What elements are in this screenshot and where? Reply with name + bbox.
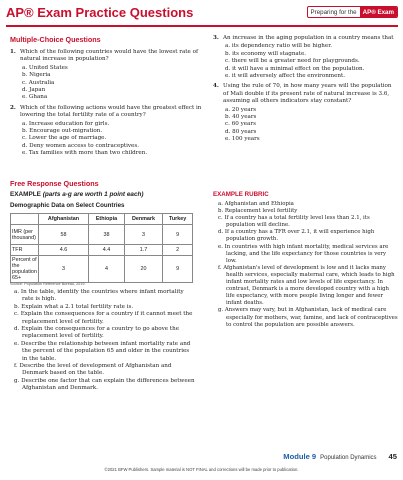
rubric-heading: EXAMPLE RUBRIC [213, 191, 269, 198]
example-points: (parts a-g are worth 1 point each) [42, 191, 144, 198]
rubric-item: f. Afghanistan's level of development is low and it lacks many health services, especially maternal care, which leads to high infant mortality rates and low levels of life expectancy. In contrast, Denmark is a more developed country with a high life expectancy, with more people living longer and fewer infant deaths. [218, 264, 395, 307]
example-label: EXAMPLE [10, 191, 41, 198]
column-header: Denmark [124, 214, 162, 225]
header-rule [6, 25, 398, 27]
question-3 [213, 35, 398, 80]
badge-exam: AP® Exam [360, 7, 397, 17]
rubric-item: c. If a country has a total fertility level less than 2.1, its population will decline. [218, 215, 370, 229]
option: b. 40 years [225, 114, 257, 121]
rubric-item: a. Afghanistan and Ethiopia [218, 201, 294, 207]
table-cell: 9 [163, 225, 193, 245]
option: d. 80 years [225, 128, 257, 135]
option: a. 20 years [225, 106, 257, 113]
option-list [10, 65, 205, 102]
option: b. Encourage out-migration. [22, 128, 103, 135]
mc-right-column [213, 35, 398, 147]
mc-heading: Multiple-Choice Questions [10, 35, 101, 44]
option: c. Australia [22, 79, 55, 86]
option: c. there will be a greater need for playgrounds. [225, 58, 360, 65]
option: a. its dependency ratio will be higher. [225, 43, 333, 50]
question-number: 1. [10, 49, 16, 55]
column-header: Turkey [163, 214, 193, 225]
question-1 [10, 49, 205, 102]
option-list [213, 43, 398, 80]
badge-text: Preparing for the [310, 8, 357, 16]
option: c. 60 years [225, 121, 256, 128]
page-footer [283, 452, 397, 461]
option: c. Lower the age of marriage. [22, 135, 107, 142]
rubric-item: d. If a country has a TFR over 2.1, it will experience high population growth. [218, 229, 375, 243]
question-stem: Which of the following countries would have the lowest rate of natural increase in population? [20, 49, 199, 63]
frq-part: a. In the table, identify the countries where infant mortality rate is high. [14, 289, 184, 303]
option: d. Deny women access to contraceptives. [22, 142, 139, 149]
table-cell: 1.7 [124, 245, 162, 256]
frq-part: c. Explain the consequences for a country if it cannot meet the replacement level of fertility. [14, 311, 193, 325]
frq-part: g. Describe one factor that can explain the differences between Afghanistan and Denmark. [14, 377, 195, 392]
column-header: Ethiopia [89, 214, 125, 225]
table-cell: 58 [38, 225, 88, 245]
module-label: Module 9 [283, 452, 317, 461]
example-heading [10, 191, 144, 198]
table-cell: 4.4 [89, 245, 125, 256]
table-cell: 9 [163, 256, 193, 283]
question-2 [10, 105, 205, 158]
question-stem: Using the rule of 70, in how many years will the population of Mali double if its present rate of natural increase is 3.6, assuming all others indicators stay constant? [223, 83, 392, 105]
question-number: 3. [213, 35, 219, 41]
option: e. Ghana [22, 94, 48, 101]
table-title: Demographic Data on Select Countries [10, 202, 125, 209]
table-header-row [11, 214, 193, 225]
question-stem: An increase in the aging population in a country means that [223, 35, 394, 41]
option: b. its economy will stagnate. [225, 50, 307, 57]
ap-exam-badge [307, 6, 398, 18]
table-cell: 4 [89, 256, 125, 283]
table-row [11, 245, 193, 256]
row-header: TFR [11, 245, 39, 256]
mc-left-column [10, 35, 205, 161]
page-number: 45 [388, 452, 397, 461]
option: e. 100 years [225, 136, 260, 143]
option-list [213, 107, 398, 144]
module-title: Population Dynamics [320, 455, 377, 461]
table-source: Source: Population Reference Bureau, 2019. [10, 282, 86, 286]
rubric-item: b. Replacement level fertility [218, 208, 298, 215]
rubric-item: g. Answers may vary, but in Afghanistan, lack of medical care especially for mothers, war, famine, and lack of contraceptives to control the population are possible answers. [218, 307, 398, 328]
frq-part: f. Describe the level of development of Afghanistan and Denmark based on the table. [14, 363, 172, 377]
option: d. it will have a minimal effect on the population. [225, 65, 365, 72]
demographic-table [10, 213, 193, 283]
option: e. it will adversely affect the environment. [225, 73, 346, 80]
table-cell: 3 [38, 256, 88, 283]
rubric-item: e. In countries with high infant mortality, medical services are lacking, and the life expectancy for those countries is very low. [218, 243, 389, 264]
option: b. Nigeria [22, 72, 51, 79]
table-cell: 20 [124, 256, 162, 283]
question-stem: Which of the following actions would have the greatest effect in lowering the total fertility rate of a country? [20, 104, 202, 119]
copyright-notice: ©2021 BFW Publishers. Sample material is NOT FINAL and corrections will be made prior to publication. [104, 467, 299, 472]
frq-heading: Free Response Questions [10, 179, 99, 188]
page-title: AP® Exam Practice Questions [6, 5, 194, 20]
option: a. United States [22, 64, 68, 71]
frq-part: e. Describe the relationship between infant mortality rate and the percent of the population 65 and older in the countries in the table. [14, 340, 191, 362]
question-number: 4. [213, 83, 219, 90]
question-number: 2. [10, 104, 16, 111]
option: d. Japan [22, 87, 46, 94]
frq-part: b. Explain what a 2.1 total fertility rate is. [14, 303, 134, 310]
option: a. Increase education for girls. [22, 120, 110, 127]
table-cell: 3 [124, 225, 162, 245]
option-list [10, 121, 205, 158]
option: e. Tax families with more than two children. [22, 150, 148, 157]
table-row [11, 256, 193, 283]
table-cell: 38 [89, 225, 125, 245]
column-header: Afghanistan [38, 214, 88, 225]
question-4 [213, 83, 398, 143]
page-header [6, 5, 398, 21]
row-header: Percent of the population 65+ [12, 257, 37, 281]
column-header [11, 214, 39, 225]
rubric-list [218, 201, 398, 329]
frq-parts [14, 289, 195, 393]
table-cell: 2 [163, 245, 193, 256]
row-header: IMR (per thousand) [11, 225, 39, 245]
frq-part: d. Explain the consequences for a country to go above the replacement level of fertility. [14, 326, 180, 340]
table-cell: 4.6 [38, 245, 88, 256]
table-row [11, 225, 193, 245]
